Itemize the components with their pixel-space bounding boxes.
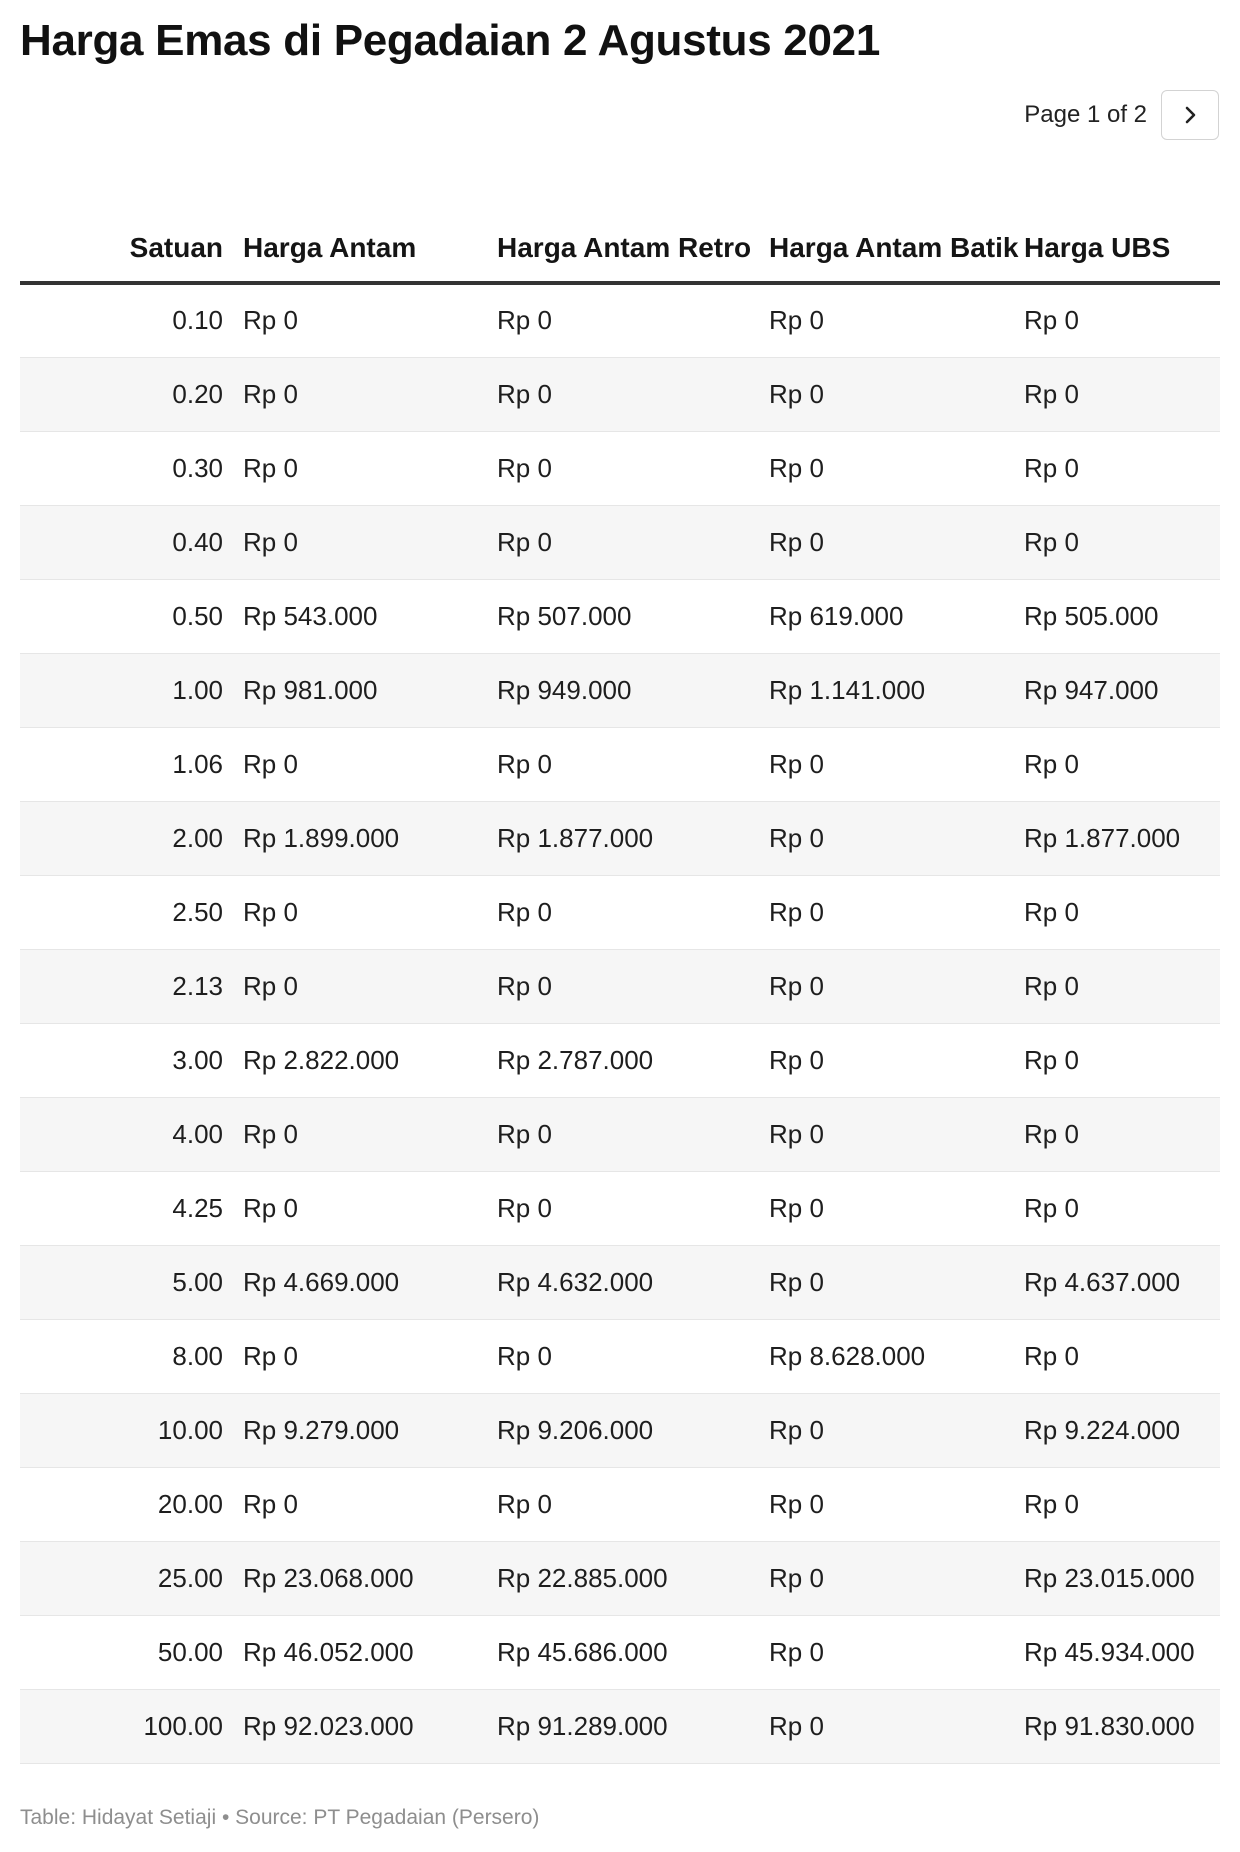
cell-harga-ubs: Rp 505.000 <box>1024 579 1220 653</box>
cell-harga-antam-batik: Rp 0 <box>769 1615 1024 1689</box>
cell-harga-antam-retro: Rp 0 <box>497 283 769 357</box>
cell-harga-ubs: Rp 0 <box>1024 1319 1220 1393</box>
cell-harga-antam: Rp 0 <box>243 949 497 1023</box>
cell-harga-antam: Rp 0 <box>243 431 497 505</box>
cell-satuan: 3.00 <box>20 1023 243 1097</box>
table-body <box>20 283 1220 1763</box>
cell-harga-antam-batik: Rp 0 <box>769 1467 1024 1541</box>
price-table <box>20 186 1220 1764</box>
cell-harga-antam-batik: Rp 0 <box>769 1171 1024 1245</box>
cell-harga-antam: Rp 543.000 <box>243 579 497 653</box>
cell-harga-antam-batik: Rp 0 <box>769 283 1024 357</box>
table-row <box>20 1689 1220 1763</box>
cell-satuan: 8.00 <box>20 1319 243 1393</box>
cell-harga-antam-batik: Rp 0 <box>769 1689 1024 1763</box>
cell-satuan: 4.00 <box>20 1097 243 1171</box>
cell-satuan: 2.00 <box>20 801 243 875</box>
cell-harga-ubs: Rp 0 <box>1024 949 1220 1023</box>
cell-harga-ubs: Rp 0 <box>1024 505 1220 579</box>
cell-harga-antam: Rp 92.023.000 <box>243 1689 497 1763</box>
cell-harga-antam: Rp 0 <box>243 1319 497 1393</box>
cell-harga-antam-retro: Rp 2.787.000 <box>497 1023 769 1097</box>
cell-satuan: 2.50 <box>20 875 243 949</box>
cell-harga-antam-retro: Rp 949.000 <box>497 653 769 727</box>
cell-harga-antam-batik: Rp 0 <box>769 727 1024 801</box>
table-row <box>20 653 1220 727</box>
table-row <box>20 1171 1220 1245</box>
cell-satuan: 5.00 <box>20 1245 243 1319</box>
table-row <box>20 1023 1220 1097</box>
cell-harga-antam: Rp 0 <box>243 505 497 579</box>
cell-harga-antam: Rp 0 <box>243 727 497 801</box>
table-row <box>20 283 1220 357</box>
pagination <box>1024 90 1219 140</box>
cell-harga-antam-batik: Rp 8.628.000 <box>769 1319 1024 1393</box>
column-header-harga-ubs[interactable]: Harga UBS <box>1024 186 1220 283</box>
cell-satuan: 0.20 <box>20 357 243 431</box>
cell-harga-ubs: Rp 45.934.000 <box>1024 1615 1220 1689</box>
cell-harga-antam-retro: Rp 45.686.000 <box>497 1615 769 1689</box>
table-row <box>20 1393 1220 1467</box>
cell-satuan: 4.25 <box>20 1171 243 1245</box>
cell-harga-antam-retro: Rp 0 <box>497 1171 769 1245</box>
table-row <box>20 1097 1220 1171</box>
cell-satuan: 2.13 <box>20 949 243 1023</box>
cell-harga-ubs: Rp 4.637.000 <box>1024 1245 1220 1319</box>
cell-harga-ubs: Rp 0 <box>1024 283 1220 357</box>
table-row <box>20 801 1220 875</box>
cell-harga-ubs: Rp 1.877.000 <box>1024 801 1220 875</box>
cell-harga-antam-retro: Rp 0 <box>497 949 769 1023</box>
cell-harga-antam-retro: Rp 9.206.000 <box>497 1393 769 1467</box>
column-header-harga-antam-batik[interactable]: Harga Antam Batik <box>769 186 1024 283</box>
cell-harga-ubs: Rp 23.015.000 <box>1024 1541 1220 1615</box>
cell-harga-antam: Rp 4.669.000 <box>243 1245 497 1319</box>
cell-harga-antam-retro: Rp 507.000 <box>497 579 769 653</box>
cell-satuan: 100.00 <box>20 1689 243 1763</box>
cell-harga-antam: Rp 2.822.000 <box>243 1023 497 1097</box>
cell-satuan: 0.40 <box>20 505 243 579</box>
cell-harga-antam: Rp 23.068.000 <box>243 1541 497 1615</box>
page-title: Harga Emas di Pegadaian 2 Agustus 2021 <box>20 16 880 65</box>
cell-harga-antam: Rp 981.000 <box>243 653 497 727</box>
cell-harga-antam-retro: Rp 4.632.000 <box>497 1245 769 1319</box>
cell-harga-ubs: Rp 0 <box>1024 1023 1220 1097</box>
chevron-right-icon <box>1180 105 1200 125</box>
cell-harga-antam-batik: Rp 0 <box>769 875 1024 949</box>
cell-satuan: 0.30 <box>20 431 243 505</box>
column-header-harga-antam-retro[interactable]: Harga Antam Retro <box>497 186 769 283</box>
cell-satuan: 1.00 <box>20 653 243 727</box>
table-row <box>20 949 1220 1023</box>
cell-harga-antam-retro: Rp 22.885.000 <box>497 1541 769 1615</box>
cell-harga-antam-batik: Rp 0 <box>769 1245 1024 1319</box>
table-row <box>20 1467 1220 1541</box>
table-row <box>20 1615 1220 1689</box>
cell-harga-antam-batik: Rp 0 <box>769 801 1024 875</box>
cell-harga-antam: Rp 0 <box>243 1171 497 1245</box>
table-row <box>20 505 1220 579</box>
table-header-row <box>20 186 1220 283</box>
cell-harga-antam-retro: Rp 0 <box>497 1467 769 1541</box>
cell-harga-ubs: Rp 947.000 <box>1024 653 1220 727</box>
next-page-button[interactable] <box>1161 90 1219 140</box>
cell-harga-antam-retro: Rp 0 <box>497 505 769 579</box>
cell-harga-antam-retro: Rp 0 <box>497 875 769 949</box>
cell-satuan: 25.00 <box>20 1541 243 1615</box>
cell-satuan: 10.00 <box>20 1393 243 1467</box>
cell-harga-antam-retro: Rp 0 <box>497 1097 769 1171</box>
table-row <box>20 357 1220 431</box>
cell-satuan: 0.50 <box>20 579 243 653</box>
cell-harga-antam-batik: Rp 0 <box>769 1023 1024 1097</box>
cell-harga-antam-batik: Rp 1.141.000 <box>769 653 1024 727</box>
cell-harga-antam-retro: Rp 0 <box>497 1319 769 1393</box>
cell-harga-antam-retro: Rp 0 <box>497 357 769 431</box>
cell-harga-ubs: Rp 0 <box>1024 1171 1220 1245</box>
cell-harga-antam-batik: Rp 619.000 <box>769 579 1024 653</box>
table-row <box>20 1319 1220 1393</box>
cell-harga-ubs: Rp 91.830.000 <box>1024 1689 1220 1763</box>
cell-harga-antam-batik: Rp 0 <box>769 1541 1024 1615</box>
page-indicator: Page 1 of 2 <box>1024 101 1147 128</box>
cell-harga-ubs: Rp 0 <box>1024 875 1220 949</box>
cell-harga-antam: Rp 0 <box>243 875 497 949</box>
column-header-harga-antam[interactable]: Harga Antam <box>243 186 497 283</box>
cell-harga-antam-batik: Rp 0 <box>769 949 1024 1023</box>
table-row <box>20 1245 1220 1319</box>
cell-harga-antam: Rp 0 <box>243 1467 497 1541</box>
cell-harga-antam-retro: Rp 0 <box>497 431 769 505</box>
cell-harga-antam-batik: Rp 0 <box>769 1097 1024 1171</box>
cell-harga-ubs: Rp 9.224.000 <box>1024 1393 1220 1467</box>
cell-satuan: 20.00 <box>20 1467 243 1541</box>
source-note: Table: Hidayat Setiaji • Source: PT Pegadaian (Persero) <box>20 1806 540 1829</box>
cell-harga-antam: Rp 0 <box>243 283 497 357</box>
cell-harga-antam-batik: Rp 0 <box>769 357 1024 431</box>
cell-harga-antam-batik: Rp 0 <box>769 505 1024 579</box>
table-row <box>20 579 1220 653</box>
cell-harga-ubs: Rp 0 <box>1024 431 1220 505</box>
table-row <box>20 1541 1220 1615</box>
cell-harga-ubs: Rp 0 <box>1024 1467 1220 1541</box>
cell-satuan: 50.00 <box>20 1615 243 1689</box>
cell-harga-antam: Rp 0 <box>243 1097 497 1171</box>
cell-harga-antam: Rp 9.279.000 <box>243 1393 497 1467</box>
table-row <box>20 431 1220 505</box>
cell-harga-antam: Rp 1.899.000 <box>243 801 497 875</box>
cell-harga-antam-retro: Rp 1.877.000 <box>497 801 769 875</box>
table-row <box>20 875 1220 949</box>
cell-harga-antam-retro: Rp 0 <box>497 727 769 801</box>
cell-harga-ubs: Rp 0 <box>1024 1097 1220 1171</box>
cell-harga-ubs: Rp 0 <box>1024 357 1220 431</box>
cell-harga-ubs: Rp 0 <box>1024 727 1220 801</box>
cell-harga-antam: Rp 0 <box>243 357 497 431</box>
table-row <box>20 727 1220 801</box>
cell-harga-antam-batik: Rp 0 <box>769 431 1024 505</box>
cell-harga-antam-retro: Rp 91.289.000 <box>497 1689 769 1763</box>
column-header-satuan[interactable]: Satuan <box>20 186 243 283</box>
cell-satuan: 1.06 <box>20 727 243 801</box>
cell-harga-antam-batik: Rp 0 <box>769 1393 1024 1467</box>
cell-satuan: 0.10 <box>20 283 243 357</box>
cell-harga-antam: Rp 46.052.000 <box>243 1615 497 1689</box>
